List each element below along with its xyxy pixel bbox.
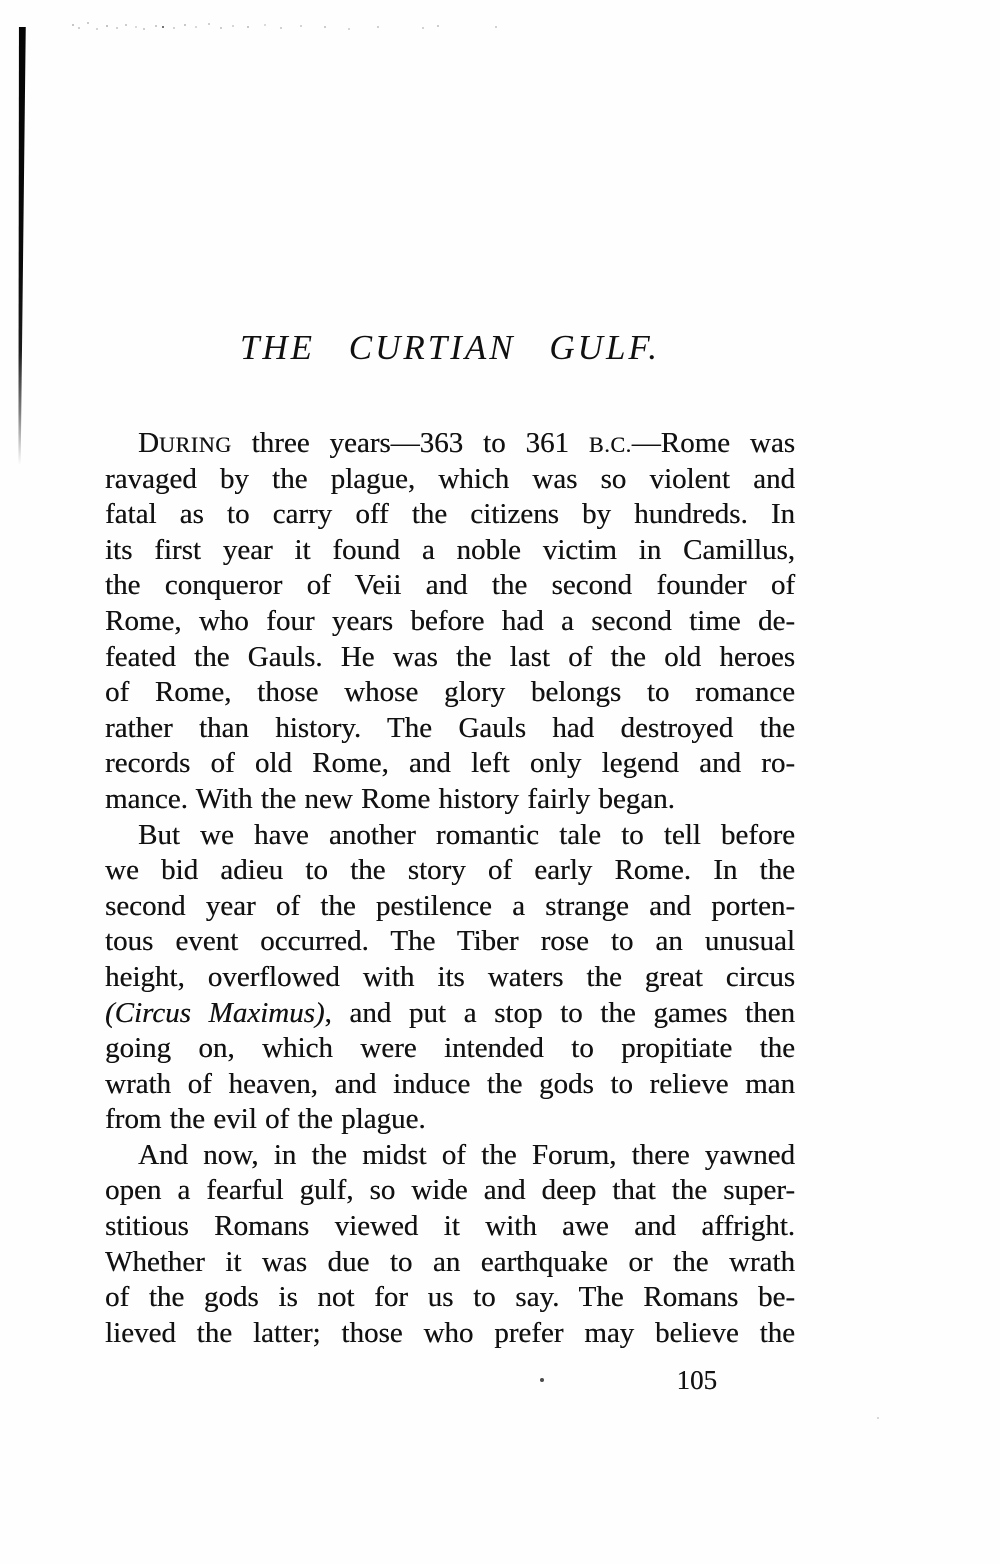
scan-noise-dots — [72, 24, 74, 26]
body-text-line: of Rome, those whose glory belongs to romance — [105, 676, 795, 709]
body-text-line: the conqueror of Veii and the second founder of — [105, 569, 795, 602]
paragraph-3 — [105, 1138, 795, 1352]
body-text-line: open a fearful gulf, so wide and deep that the super- — [105, 1174, 795, 1207]
body-text-line: tous event occurred. The Tiber rose to an unusual — [105, 925, 795, 958]
smallcaps-abbrev: B.C. — [588, 432, 632, 457]
paragraph-2 — [105, 818, 795, 1138]
lead-capital: D — [138, 427, 159, 459]
body-text-line: records of old Rome, and left only legend and ro- — [105, 747, 795, 780]
page-number: 105 — [676, 1365, 717, 1395]
body-text-line — [105, 996, 795, 1032]
body-text-line: of the gods is not for us to say. The Romans be- — [105, 1281, 795, 1314]
body-text-line: lieved the latter; those who prefer may believe the — [105, 1316, 795, 1349]
body-text-line: going on, which were intended to propitiate the — [105, 1032, 795, 1065]
smallcaps-word: URING — [158, 432, 232, 457]
body-text-line: we bid adieu to the story of early Rome. In the — [105, 854, 795, 887]
line-text: three years—363 to 361 — [231, 427, 589, 459]
page-number-row — [105, 1362, 795, 1398]
body-text-line: its first year it found a noble victim in Camillus, — [105, 533, 795, 566]
line-text: , and put a stop to the games then — [324, 996, 795, 1029]
body-text-line — [105, 426, 795, 462]
body-text-line: But we have another romantic tale to tell before — [138, 818, 795, 851]
page-text — [105, 426, 795, 1351]
line-text: —Rome was — [631, 427, 796, 459]
body-text-line: wrath of heaven, and induce the gods to relieve man — [105, 1067, 795, 1100]
body-text-line: rather than history. The Gauls had destroyed the — [105, 711, 795, 744]
body-text-line: feated the Gauls. He was the last of the old heroes — [105, 640, 795, 673]
body-text-line: mance. With the new Rome history fairly began. — [105, 782, 675, 815]
body-text-line: from the evil of the plague. — [105, 1103, 426, 1136]
paragraph-1 — [105, 426, 795, 818]
scan-artifact-binding-mark — [16, 27, 26, 465]
body-text-line: height, overflowed with its waters the great circus — [105, 960, 795, 993]
chapter-title: THE CURTIAN GULF. — [239, 328, 661, 367]
latin-term-italic: (Circus Maximus) — [105, 996, 325, 1029]
body-text-line: Whether it was due to an earthquake or the wrath — [105, 1245, 795, 1278]
body-text-line: And now, in the midst of the Forum, there yawned — [138, 1138, 795, 1171]
body-text-line: second year of the pestilence a strange and porten- — [105, 889, 795, 922]
body-text-line: Rome, who four years before had a second time de- — [105, 604, 795, 637]
body-text-line: ravaged by the plague, which was so violent and — [105, 462, 795, 495]
body-text-line: fatal as to carry off the citizens by hundreds. In — [105, 498, 795, 531]
body-text-line: stitious Romans viewed it with awe and affright. — [105, 1210, 795, 1243]
